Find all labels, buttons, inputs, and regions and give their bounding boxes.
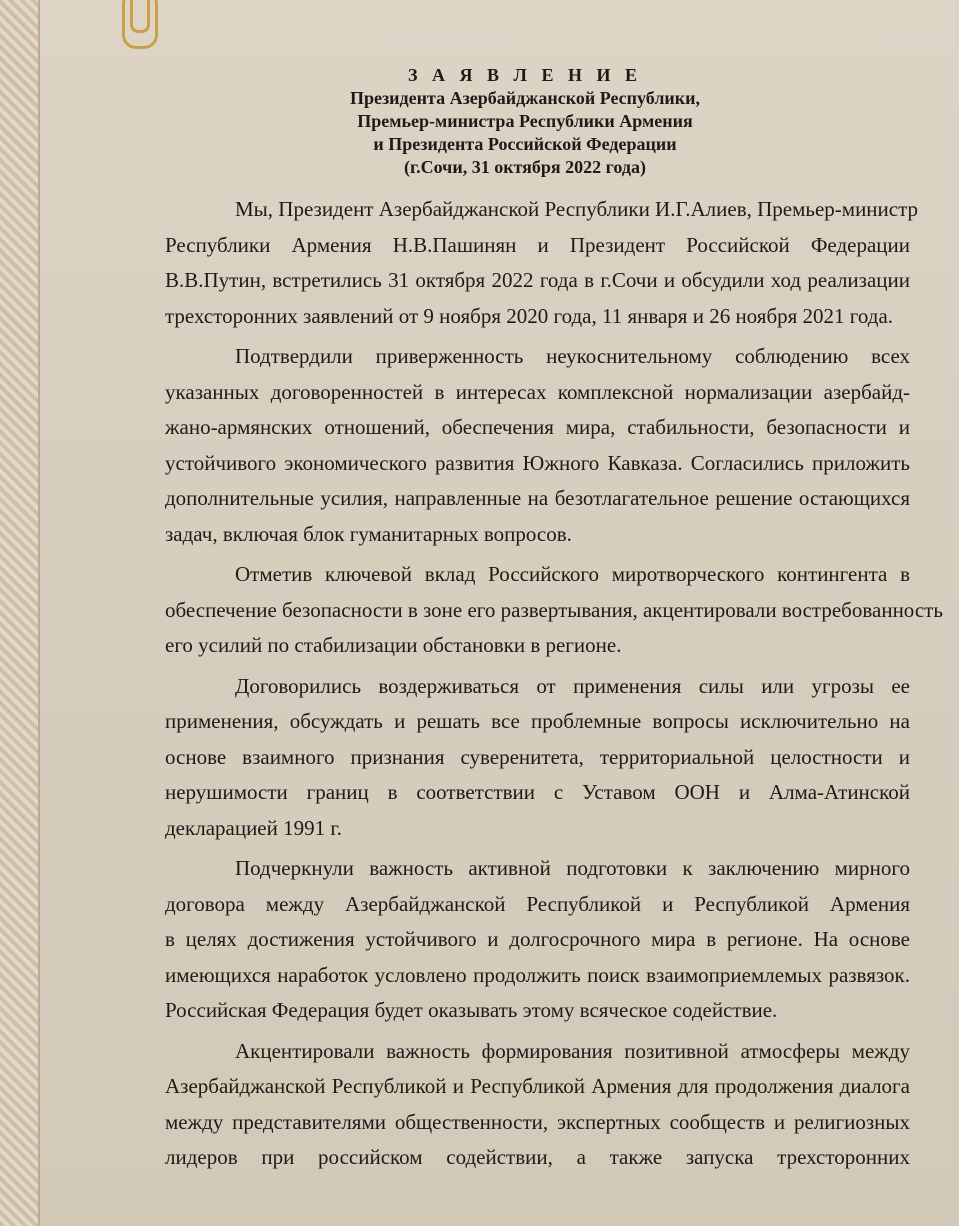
text-line: жано-армянских отношений, обеспечения мира, стабильности, безопасности и — [165, 415, 910, 439]
text-line: Российская Федерация будет оказывать этому всяческое содействие. — [165, 998, 778, 1022]
paragraph — [165, 339, 910, 552]
text-line: лидеров при российском содействии, а также запуска трехсторонних — [165, 1145, 910, 1169]
text-line: декларацией 1991 г. — [165, 815, 342, 840]
text-line: Республики Армения Н.В.Пашинян и Президент Российской Федерации — [165, 232, 910, 257]
text-line: В.В.Путин, встретились 31 октября 2022 года в г.Сочи и обсудили ход реализации — [165, 268, 910, 292]
document-title: З А Я В Л Е Н И Е — [408, 65, 642, 85]
text-line: обеспечение безопасности в зоне его развертывания, акцентировали востребованность — [165, 597, 943, 622]
document-header — [300, 64, 750, 179]
text-line: между представителями общественности, экспертных сообществ и религиозных — [165, 1109, 910, 1134]
text-line: устойчивого экономического развития Южного Кавказа. Согласились приложить — [165, 450, 910, 475]
paragraph — [165, 669, 910, 847]
text-line: Акцентировали важность формирования позитивной атмосферы между — [235, 1038, 910, 1063]
text-line: применения, обсуждать и решать все проблемные вопросы исключительно на — [165, 709, 910, 733]
paragraph — [165, 557, 943, 664]
text-line: Подчеркнули важность активной подготовки к заключению мирного — [235, 856, 910, 880]
text-line: нерушимости границ в соответствии с Уставом ООН и Алма-Атинской — [165, 780, 910, 804]
paragraph — [165, 1034, 910, 1176]
text-line: Отметив ключевой вклад Российского миротворческого контингента в — [235, 562, 910, 586]
text-line: основе взаимного признания суверенитета, территориальной целостности и — [165, 744, 910, 769]
text-line: Подтвердили приверженность неукоснительному соблюдению всех — [235, 344, 910, 368]
text-line: Азербайджанской Республикой и Республикой Армения для продолжения диалога — [165, 1074, 910, 1098]
text-line: указанных договоренностей в интересах комплексной нормализации азербайд- — [165, 379, 910, 404]
text-line: задач, включая блок гуманитарных вопросов. — [165, 521, 572, 546]
header-line: и Президента Российской Федерации — [373, 134, 677, 154]
text-line: Договорились воздерживаться от применения силы или угрозы ее — [235, 673, 910, 698]
paragraph — [165, 851, 910, 1029]
paperclip-inner-icon — [130, 0, 150, 33]
header-line: (г.Сочи, 31 октября 2022 года) — [404, 157, 646, 177]
text-line: трехсторонних заявлений от 9 ноября 2020 года, 11 января и 26 ноября 2021 года. — [165, 303, 894, 328]
text-line: дополнительные усилия, направленные на безотлагательное решение остающихся — [165, 486, 910, 510]
paragraph — [165, 192, 919, 334]
header-line: Премьер-министра Республики Армения — [357, 111, 693, 131]
text-line: имеющихся наработок условлено продолжить поиск взаимоприемлемых развязок. — [165, 962, 910, 987]
text-line: договора между Азербайджанской Республикой и Республикой Армения — [165, 891, 910, 916]
document-body — [165, 192, 943, 1181]
binder-edge — [0, 0, 40, 1226]
text-line: в целях достижения устойчивого и долгосрочного мира в регионе. На основе — [165, 927, 910, 951]
text-line: Мы, Президент Азербайджанской Республики И.Г.Алиев, Премьер-министр — [235, 197, 919, 221]
text-line: его усилий по стабилизации обстановки в регионе. — [165, 633, 622, 657]
header-line: Президента Азербайджанской Республики, — [349, 88, 701, 108]
